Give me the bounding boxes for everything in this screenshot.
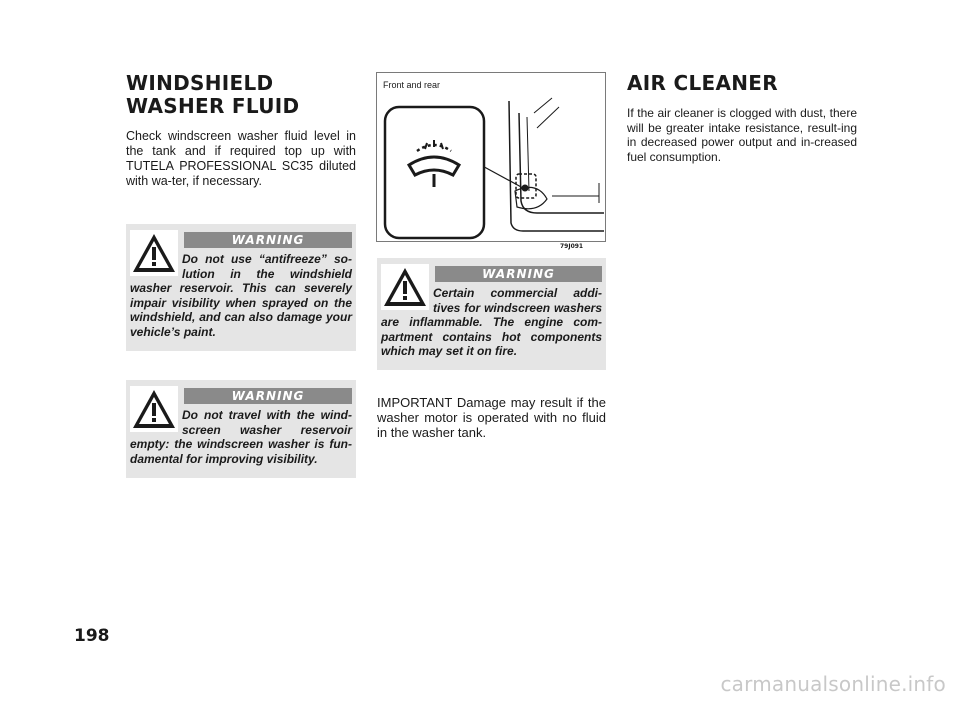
warning-header: WARNING xyxy=(184,388,352,404)
warning-header: WARNING xyxy=(435,266,602,282)
washer-illustration xyxy=(376,72,606,242)
warning-box-empty-reservoir xyxy=(126,380,356,478)
air-cleaner-text: If the air cleaner is clogged with dust, there will be greater intake resistance, result-ing in decreased power output and in-creased fuel consumption. xyxy=(627,106,857,164)
figure-label: Front and rear xyxy=(383,80,441,90)
washer-drawing xyxy=(377,73,605,241)
important-note: IMPORTANT Damage may result if the washer motor is operated with no fluid in the washer tank. xyxy=(377,395,606,440)
page-number: 198 xyxy=(74,626,110,646)
warning-text: Do not travel with the wind-screen washer reservoir empty: the windscreen washer is fun-damental for improving visibility. xyxy=(130,408,352,466)
section-title-windshield-washer-fluid: WINDSHIELD WASHER FLUID xyxy=(126,71,300,118)
section-title-air-cleaner: AIR CLEANER xyxy=(627,71,778,95)
warning-text: Certain commercial addi-tives for windscreen washers are inflammable. The engine com-partment contains hot components which may set it on fire. xyxy=(381,286,602,359)
warning-text: Do not use “antifreeze” so-lution in the windshield washer reservoir. This can severely impair visibility when sprayed on the windshield, and can also damage your vehicle’s paint. xyxy=(130,252,352,339)
washer-fluid-intro: Check windscreen washer fluid level in the tank and if required top up with TUTELA PROFESSIONAL SC35 diluted with wa-ter, if necessary. xyxy=(126,129,356,188)
figure-code: 79J091 xyxy=(560,243,584,250)
warning-header: WARNING xyxy=(184,232,352,248)
warning-box-antifreeze xyxy=(126,224,356,351)
watermark: carmanualsonline.info xyxy=(720,672,946,696)
warning-box-inflammable-additives xyxy=(377,258,606,370)
